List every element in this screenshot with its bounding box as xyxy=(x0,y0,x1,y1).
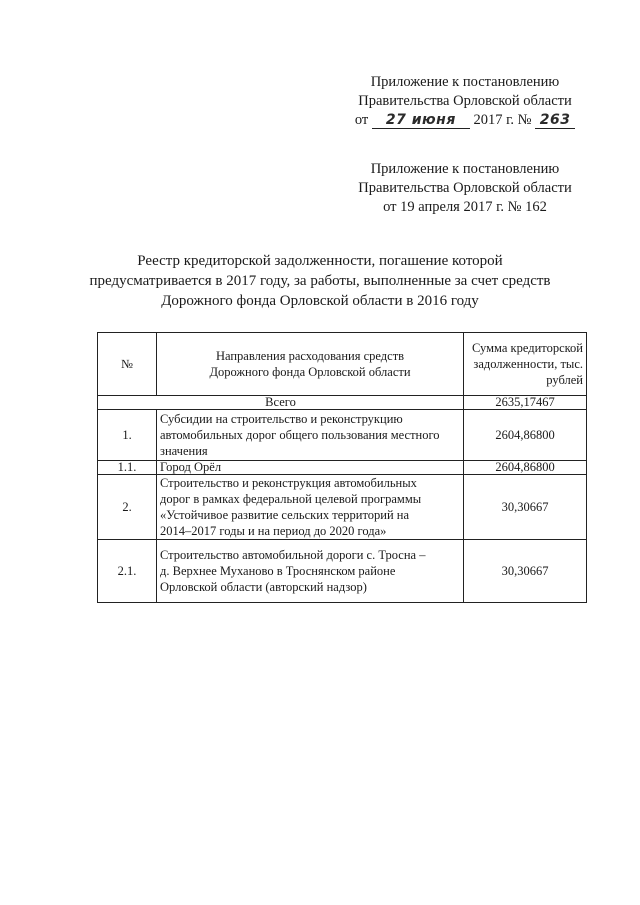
handwritten-number: 263 xyxy=(539,112,571,128)
total-row xyxy=(98,396,587,410)
date-field xyxy=(372,113,470,129)
appendix-previous-line3: от 19 апреля 2017 г. № 162 xyxy=(383,199,547,215)
appendix-current-line1: Приложение к постановлению xyxy=(370,74,560,90)
row-num: 2. xyxy=(98,475,157,540)
header-direction xyxy=(157,333,464,396)
row-sum: 2604,86800 xyxy=(464,410,587,461)
total-label: Всего xyxy=(98,396,464,410)
appendix-current-line2: Правительства Орловской области xyxy=(358,93,572,109)
handwritten-date: 27 июня xyxy=(385,112,456,128)
row-direction-line: д. Верхнее Муханово в Троснянском районе xyxy=(160,564,396,578)
header-direction-line1: Направления расходования средств xyxy=(215,349,405,363)
row-direction xyxy=(157,461,464,475)
appendix-previous-line2: Правительства Орловской области xyxy=(358,180,572,196)
header-sum-line1: Сумма кредиторской xyxy=(472,341,583,355)
number-field xyxy=(535,113,575,129)
header-sum-line2: задолженности, тыс. xyxy=(473,357,583,371)
row-direction-line: Субсидии на строительство и реконструкцию xyxy=(160,412,403,426)
row-direction xyxy=(157,410,464,461)
registry-table xyxy=(97,332,587,603)
row-num: 1.1. xyxy=(98,461,157,475)
header-sum xyxy=(464,333,587,396)
row-num: 2.1. xyxy=(98,540,157,603)
header-direction-line2: Дорожного фонда Орловской области xyxy=(209,365,411,379)
title-line1: Реестр кредиторской задолженности, погашение которой xyxy=(137,253,503,269)
row-sum: 30,30667 xyxy=(464,475,587,540)
row-direction-line: автомобильных дорог общего пользования местного xyxy=(160,428,440,442)
row-direction-line: Строительство и реконструкция автомобильных xyxy=(160,476,417,490)
from-prefix: от xyxy=(354,112,369,128)
row-sum: 30,30667 xyxy=(464,540,587,603)
total-sum: 2635,17467 xyxy=(464,396,587,410)
row-direction-line: 2014–2017 годы и на период до 2020 года» xyxy=(160,524,387,538)
appendix-current xyxy=(330,73,600,130)
table-row xyxy=(98,461,587,475)
appendix-previous xyxy=(330,160,600,217)
row-direction xyxy=(157,475,464,540)
row-direction-line: Город Орёл xyxy=(160,460,222,474)
row-direction-line: дорог в рамках федеральной целевой программы xyxy=(160,492,422,506)
table-row xyxy=(98,410,587,461)
row-direction-line: Строительство автомобильной дороги с. Тросна – xyxy=(160,548,426,562)
header-sum-line3: рублей xyxy=(546,373,583,387)
row-direction-line: Орловской области (авторский надзор) xyxy=(160,580,367,594)
table-row xyxy=(98,475,587,540)
table-header-row xyxy=(98,333,587,396)
row-direction xyxy=(157,540,464,603)
year-text: 2017 г. № xyxy=(473,112,532,128)
appendix-previous-line1: Приложение к постановлению xyxy=(370,161,560,177)
header-num: № xyxy=(98,333,157,396)
row-direction-line: «Устойчивое развитие сельских территорий на xyxy=(160,508,410,522)
title-line3: Дорожного фонда Орловской области в 2016 году xyxy=(161,293,479,309)
row-sum: 2604,86800 xyxy=(464,461,587,475)
table-row xyxy=(98,540,587,603)
row-direction-line: значения xyxy=(160,444,208,458)
appendix-current-date-line xyxy=(330,111,600,130)
row-num: 1. xyxy=(98,410,157,461)
title-line2: предусматривается в 2017 году, за работы, выполненные за счет средств xyxy=(89,273,551,289)
document-title xyxy=(80,251,560,311)
